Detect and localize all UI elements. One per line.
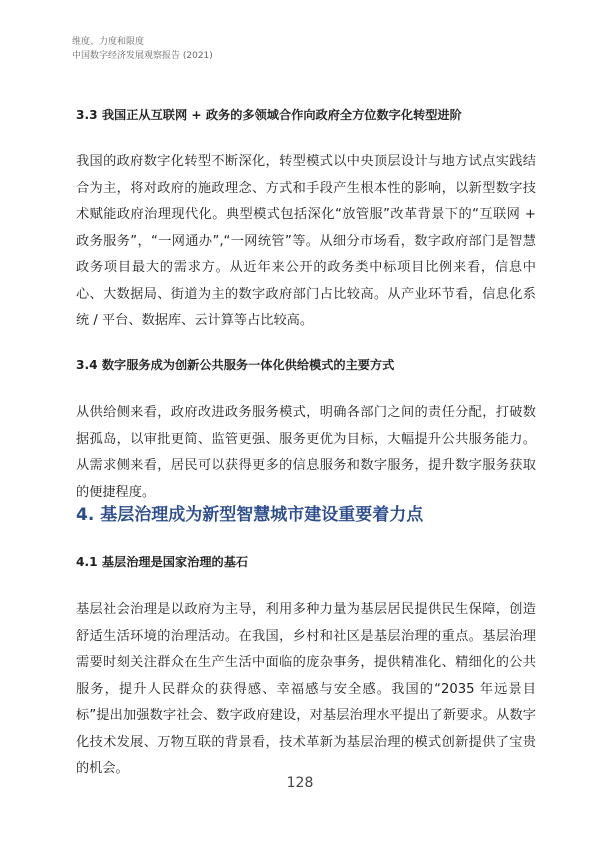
section-4-1-paragraph: 基层社会治理是以政府为主导，利用多种力量为基层居民提供民生保障，创造舒适生活环境的治理活动。在我国，乡村和社区是基层治理的重点。基层治理需要时刻关注群众在生产生活中面临的庞杂事务，提供精准化、精细化的公共服务，提升人民群众的获得感、幸福感与安全感。我国的“2035 年远景目标”提出加强数字社会、数字政府建设，对基层治理水平提出了新要求。从数字化技术发展、万物互联的背景看，技术革新为基层治理的模式创新提供了宝贵的机会。: [76, 602, 536, 776]
section-3-4-paragraph: 从供给侧来看，政府改进政务服务模式，明确各部门之间的责任分配，打破数据孤岛，以审批更简、监管更强、服务更优为目标，大幅提升公共服务能力。从需求侧来看，居民可以获得更多的信息服务和数字服务，提升数字服务获取的便捷程度。: [76, 405, 536, 500]
section-4-heading: 4. 基层治理成为新型智慧城市建设重要着力点: [76, 505, 424, 525]
running-header-title: 维度、力度和限度: [72, 37, 145, 47]
section-3-3-paragraph: 我国的政府数字化转型不断深化，转型模式以中央顶层设计与地方试点实践结合为主，将对政府的施政理念、方式和手段产生根本性的影响，以新型数字技术赋能政府治理现代化。典型模式包括深化“放管服”改革背景下的“互联网 + 政务服务”，“一网通办”,“一网统管”等。从细分市场看，数字政府部门是智慧政务项目最大的需求方。从近年来公开的政务类中标项目比例来看，信息中心、大数据局、街道为主的数字政府部门占比较高。从产业环节看，信息化系统 / 平台、数据库、云计算等占比较高。: [76, 154, 536, 328]
section-3-3-heading: 3.3 我国正从互联网 + 政务的多领域合作向政府全方位数字化转型进阶: [76, 108, 462, 122]
section-3-4-heading: 3.4 数字服务成为创新公共服务一体化供给模式的主要方式: [76, 358, 395, 372]
running-header-subtitle: 中国数字经济发展观察报告 (2021): [72, 51, 213, 61]
page-number: 128: [286, 775, 314, 791]
section-4-1-heading: 4.1 基层治理是国家治理的基石: [76, 555, 249, 569]
